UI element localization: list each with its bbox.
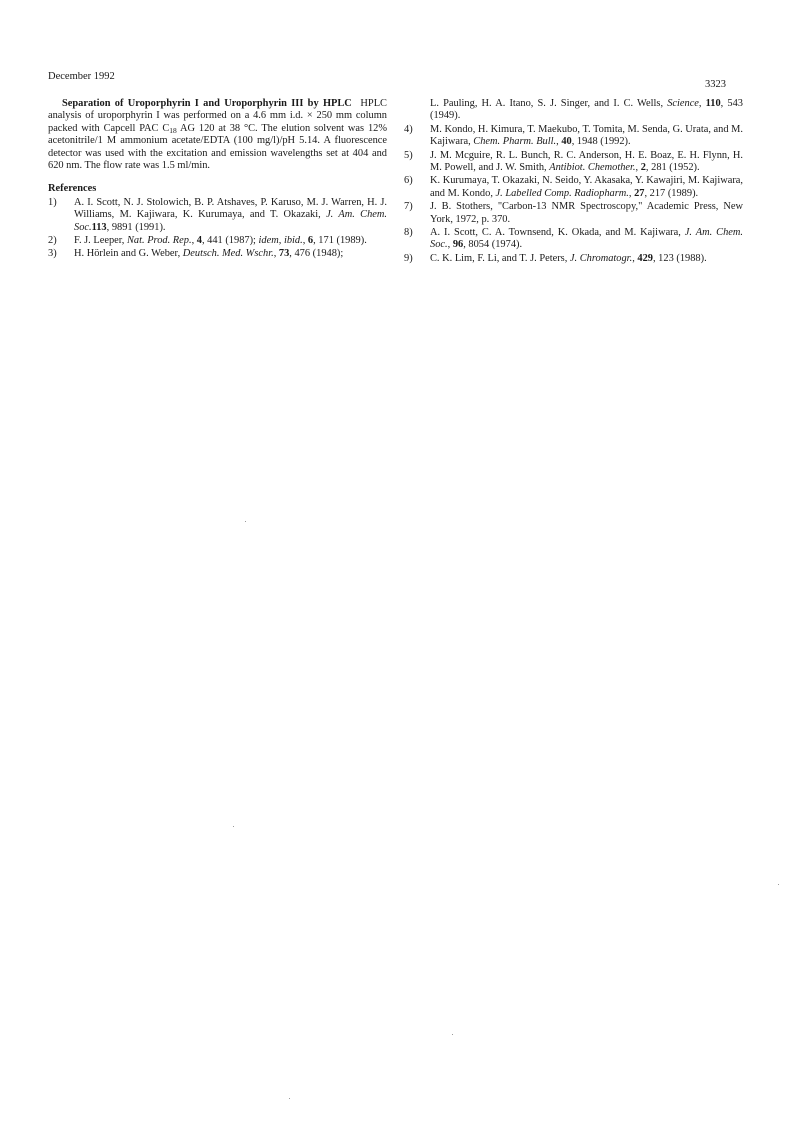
reference-continuation: L. Pauling, H. A. Itano, S. J. Singer, and I. C. Wells, Science, 110, 543 (1949). (430, 98, 743, 122)
reference-continuation-authors: L. Pauling, H. A. Itano, S. J. Singer, and I. C. Wells, (430, 98, 668, 109)
reference-item: 4) M. Kondo, H. Kimura, T. Maekubo, T. Tomita, M. Senda, G. Urata, and M. Kajiwara, Chem. Pharm. Bull., 40, 1948 (1992). (404, 123, 743, 148)
reference-volume: 96 (452, 239, 464, 251)
scan-speck (289, 1098, 290, 1099)
reference-rest: , 9891 (1991). (106, 221, 166, 233)
reference-number: 9) (404, 252, 413, 264)
reference-item (48, 197, 387, 234)
reference-journal: J. Chromatogr. (569, 252, 633, 264)
scan-speck (452, 1034, 453, 1035)
reference-journal: Chem. Pharm. Bull. (473, 136, 557, 148)
reference-rest: , 281 (1952). (645, 162, 700, 174)
right-column (404, 98, 743, 266)
reference-authors: J. B. Stothers, "Carbon-13 NMR Spectroscopy," Academic Press, New York, 1972, p. 370. (430, 201, 743, 225)
reference-item: 3) H. Hörlein and G. Weber, Deutsch. Med. Wschr., 73, 476 (1948); (48, 248, 344, 260)
reference-volume: 73 (278, 248, 290, 260)
reference-volume: 4 (196, 235, 202, 247)
reference-volume-2: 6 (307, 235, 314, 247)
reference-journal: Deutsch. Med. Wschr. (182, 248, 274, 260)
method-text-b: AG 120 at 38 °C. The elution solvent was 12% acetonitrile/1 M ammonium acetate/EDTA (100 mg/l)/pH 5.14. A fluorescence detector was used with the excitation and emission wavelengths set at 404 and 620 nm. The flow rate was 1.5 ml/min. (48, 122, 387, 172)
left-column (48, 98, 387, 262)
scan-speck (245, 521, 246, 522)
reference-authors: A. I. Scott, C. A. Townsend, K. Okada, and M. Kajiwara, (430, 227, 685, 239)
reference-authors: C. K. Lim, F. Li, and T. J. Peters, (430, 252, 570, 264)
reference-item: 5) J. M. Mcguire, R. L. Bunch, R. C. Anderson, H. E. Boaz, E. H. Flynn, H. M. Powell, and J. W. Smith, Antibiot. Chemother., 2, 281 (1952). (404, 149, 743, 174)
reference-rest: , 1948 (1992). (571, 136, 631, 148)
method-text-a: HPLC analysis of uroporphyrin I was performed on a 4.6 mm i.d. × 250 mm column packed with Capcell PAC C (48, 98, 387, 134)
reference-volume: 2 (640, 162, 646, 174)
reference-item: 6) K. Kurumaya, T. Okazaki, N. Seido, Y. Akasaka, Y. Kawajiri, M. Kajiwara, and M. Kondo, J. Labelled Comp. Radiopharm., 27, 217 (1989). (404, 175, 743, 199)
method-heading: Separation of Uroporphyrin I and Uroporphyrin III by HPLC (62, 98, 352, 109)
reference-item (404, 201, 743, 226)
reference-number: 7) (404, 201, 413, 213)
reference-number: 2) (48, 235, 57, 247)
references-title: References (48, 183, 97, 195)
reference-item: 2) F. J. Leeper, Nat. Prod. Rep., 4, 441 (1987); idem, ibid., 6, 171 (1989). (48, 235, 367, 247)
reference-rest: , 217 (1989). (644, 187, 699, 199)
reference-rest: , 476 (1948); (289, 248, 344, 260)
scan-speck (778, 884, 779, 885)
method-subscript: 18 (169, 125, 177, 135)
reference-number: 3) (48, 248, 57, 260)
reference-rest: , 441 (1987); (201, 235, 259, 247)
reference-volume: 113 (91, 221, 107, 233)
scan-speck (233, 826, 234, 827)
reference-item: 9) C. K. Lim, F. Li, and T. J. Peters, J. Chromatogr., 429, 123 (1988). (404, 252, 707, 264)
reference-number: 8) (404, 227, 413, 239)
reference-authors: F. J. Leeper, (74, 235, 127, 247)
reference-volume: 40 (561, 136, 572, 148)
reference-continuation-journal: Science (667, 98, 699, 109)
reference-item: 8) A. I. Scott, C. A. Townsend, K. Okada, and M. Kajiwara, J. Am. Chem. Soc., 96, 8054 (1974). (404, 227, 743, 251)
reference-number: 1) (48, 196, 57, 208)
reference-authors: J. M. Mcguire, R. L. Bunch, R. C. Anderson, H. E. Boaz, E. H. Flynn, H. M. Powell, and J. W. Smith, (430, 149, 743, 174)
reference-rest: , 8054 (1974). (463, 239, 523, 251)
page-number: 3323 (705, 79, 726, 90)
reference-rest: , 123 (1988). (652, 252, 707, 264)
reference-volume: 27 (634, 187, 645, 199)
reference-journal-2: idem, ibid. (258, 235, 303, 247)
reference-rest-2: , 171 (1989). (313, 235, 367, 247)
reference-volume: 429 (637, 252, 653, 264)
reference-authors: A. I. Scott, N. J. Stolowich, B. P. Atshaves, P. Karuso, M. J. Warren, H. J. Williams, M. Kajiwara, K. Kurumaya, and T. Okazaki, (74, 196, 387, 221)
reference-journal: Nat. Prod. Rep. (127, 235, 192, 247)
method-paragraph (48, 98, 387, 172)
reference-authors: H. Hörlein and G. Weber, (74, 248, 183, 260)
running-header-date: December 1992 (48, 71, 115, 82)
reference-journal: Antibiot. Chemother. (549, 162, 636, 174)
reference-authors: K. Kurumaya, T. Okazaki, N. Seido, Y. Akasaka, Y. Kawajiri, M. Kajiwara, and M. Kondo, (430, 175, 743, 199)
reference-number: 4) (404, 123, 413, 135)
reference-continuation-volume: 110 (705, 98, 721, 109)
reference-number: 6) (404, 175, 413, 187)
reference-continuation-rest: , 543 (1949). (430, 98, 743, 122)
reference-number: 5) (404, 149, 413, 161)
reference-journal: J. Am. Chem. Soc. (430, 227, 743, 251)
reference-journal: J. Am. Chem. Soc. (74, 209, 387, 233)
reference-authors: M. Kondo, H. Kimura, T. Maekubo, T. Tomita, M. Senda, G. Urata, and M. Kajiwara, (430, 123, 743, 148)
reference-journal: J. Labelled Comp. Radiopharm. (495, 187, 629, 199)
